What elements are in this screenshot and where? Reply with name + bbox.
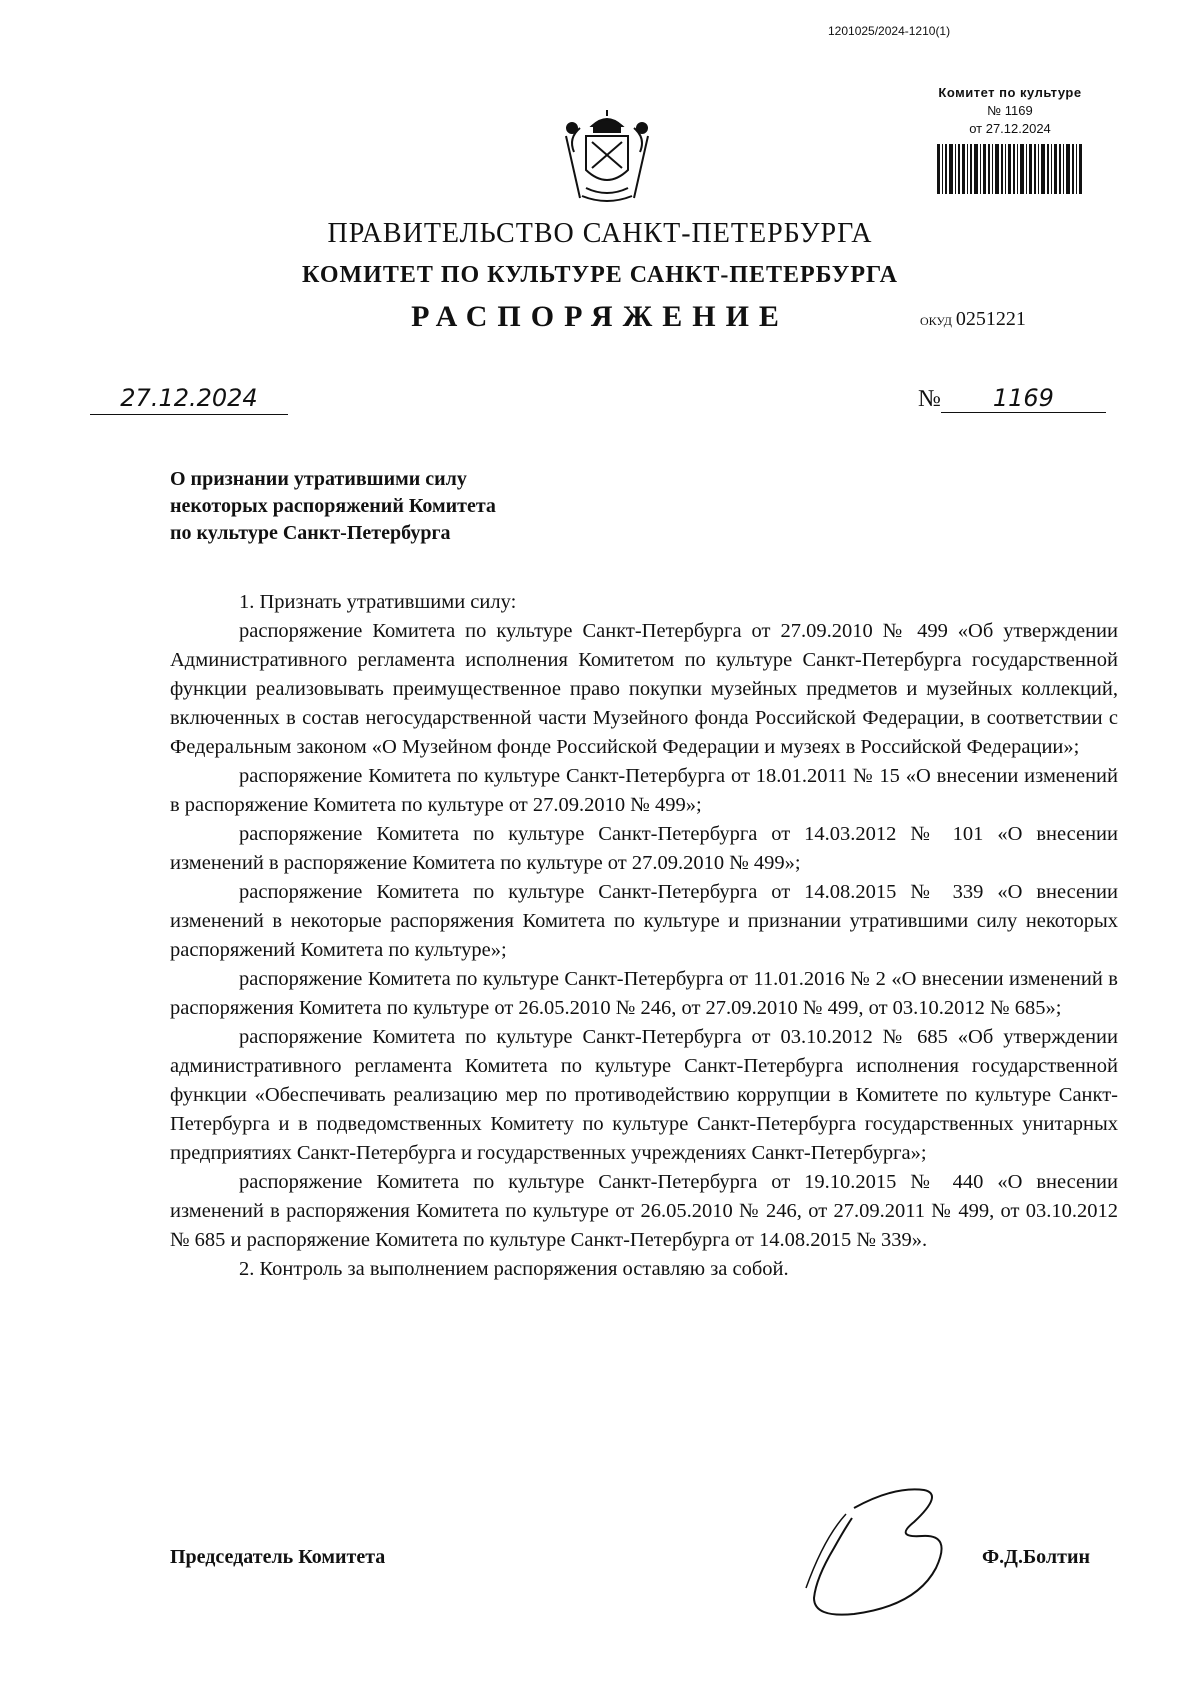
- registration-stamp: [930, 84, 1090, 199]
- signer-title: Председатель Комитета: [170, 1546, 386, 1568]
- body-paragraph: распоряжение Комитета по культуре Санкт-Петербурга от 14.03.2012 № 101 «О внесении изменений в распоряжение Комитета по культуре от 27.09.2010 № 499»;: [170, 823, 1118, 874]
- order-number-value: 1169: [941, 384, 1106, 413]
- order-number-label: №: [918, 386, 941, 412]
- subject-line: некоторых распоряжений Комитета: [170, 495, 496, 517]
- barcode-icon: [935, 144, 1085, 194]
- body-paragraph: распоряжение Комитета по культуре Санкт-Петербурга от 03.10.2012 № 685 «Об утверждении административного регламента Комитета по культуре Санкт-Петербурга исполнения государственной функции «Обеспечивать реализацию мер по противодействию коррупции в Комитете по культуре Санкт-Петербурга и в подведомственных Комитету по культуре Санкт-Петербурга государственных унитарных предприятиях Санкт-Петербурга и государственных учреждениях Санкт-Петербурга»;: [170, 1026, 1118, 1164]
- okud-label: ОКУД: [920, 314, 952, 328]
- signer-name: Ф.Д.Болтин: [982, 1546, 1090, 1568]
- stamp-number: № 1169: [987, 103, 1033, 118]
- registration-number: 1201025/2024-1210(1): [828, 24, 951, 38]
- stamp-org: Комитет по культуре: [938, 85, 1082, 100]
- body-paragraph: 1. Признать утратившими силу:: [239, 591, 517, 613]
- body-paragraph: распоряжение Комитета по культуре Санкт-Петербурга от 19.10.2015 № 440 «О внесении изменений в распоряжения Комитета по культуре от 26.05.2010 № 246, от 27.09.2011 № 499, от 03.10.2012 № 685 и распоряжение Комитета по культуре Санкт-Петербурга от 14.08.2015 № 339».: [170, 1171, 1118, 1251]
- body-paragraph: распоряжение Комитета по культуре Санкт-Петербурга от 27.09.2010 № 499 «Об утверждении Административного регламента исполнения Комитетом по культуре Санкт-Петербурга государственной функции реализовывать преимущественное право покупки музейных предметов и музейных коллекций, включенных в состав негосударственной части Музейного фонда Российской Федерации, в соответствии с Федеральным законом «О Музейном фонде Российской Федерации и музеях в Российской Федерации»;: [170, 620, 1118, 758]
- body-paragraph: распоряжение Комитета по культуре Санкт-Петербурга от 11.01.2016 № 2 «О внесении изменений в распоряжения Комитета по культуре от 26.05.2010 № 246, от 27.09.2010 № 499, от 03.10.2012 № 685»;: [170, 968, 1118, 1019]
- body-paragraph: распоряжение Комитета по культуре Санкт-Петербурга от 18.01.2011 № 15 «О внесении изменений в распоряжение Комитета по культуре от 27.09.2010 № 499»;: [170, 765, 1118, 816]
- document-body: [170, 588, 1118, 1284]
- body-paragraph: распоряжение Комитета по культуре Санкт-Петербурга от 14.08.2015 № 339 «О внесении изменений в некоторые распоряжения Комитета по культуре и признании утратившими силу некоторых распоряжений Комитета по культуре»;: [170, 881, 1118, 961]
- okud-value: 0251221: [955, 308, 1026, 330]
- stamp-date: от 27.12.2024: [969, 121, 1051, 136]
- subject-line: по культуре Санкт-Петербурга: [170, 522, 451, 544]
- order-number: [918, 384, 1106, 413]
- body-paragraph: 2. Контроль за выполнением распоряжения оставляю за собой.: [239, 1258, 789, 1280]
- handwritten-signature-icon: [784, 1478, 974, 1628]
- government-title: ПРАВИТЕЛЬСТВО САНКТ-ПЕТЕРБУРГА: [327, 218, 873, 249]
- okud-code: [920, 308, 1026, 331]
- document-subject: [170, 466, 690, 547]
- subject-line: О признании утратившими силу: [170, 468, 467, 490]
- committee-title: КОМИТЕТ ПО КУЛЬТУРЕ САНКТ-ПЕТЕРБУРГА: [302, 262, 898, 288]
- document-type: РАСПОРЯЖЕНИЕ: [411, 300, 789, 333]
- order-date: 27.12.2024: [90, 384, 288, 415]
- coat-of-arms-icon: [552, 108, 662, 208]
